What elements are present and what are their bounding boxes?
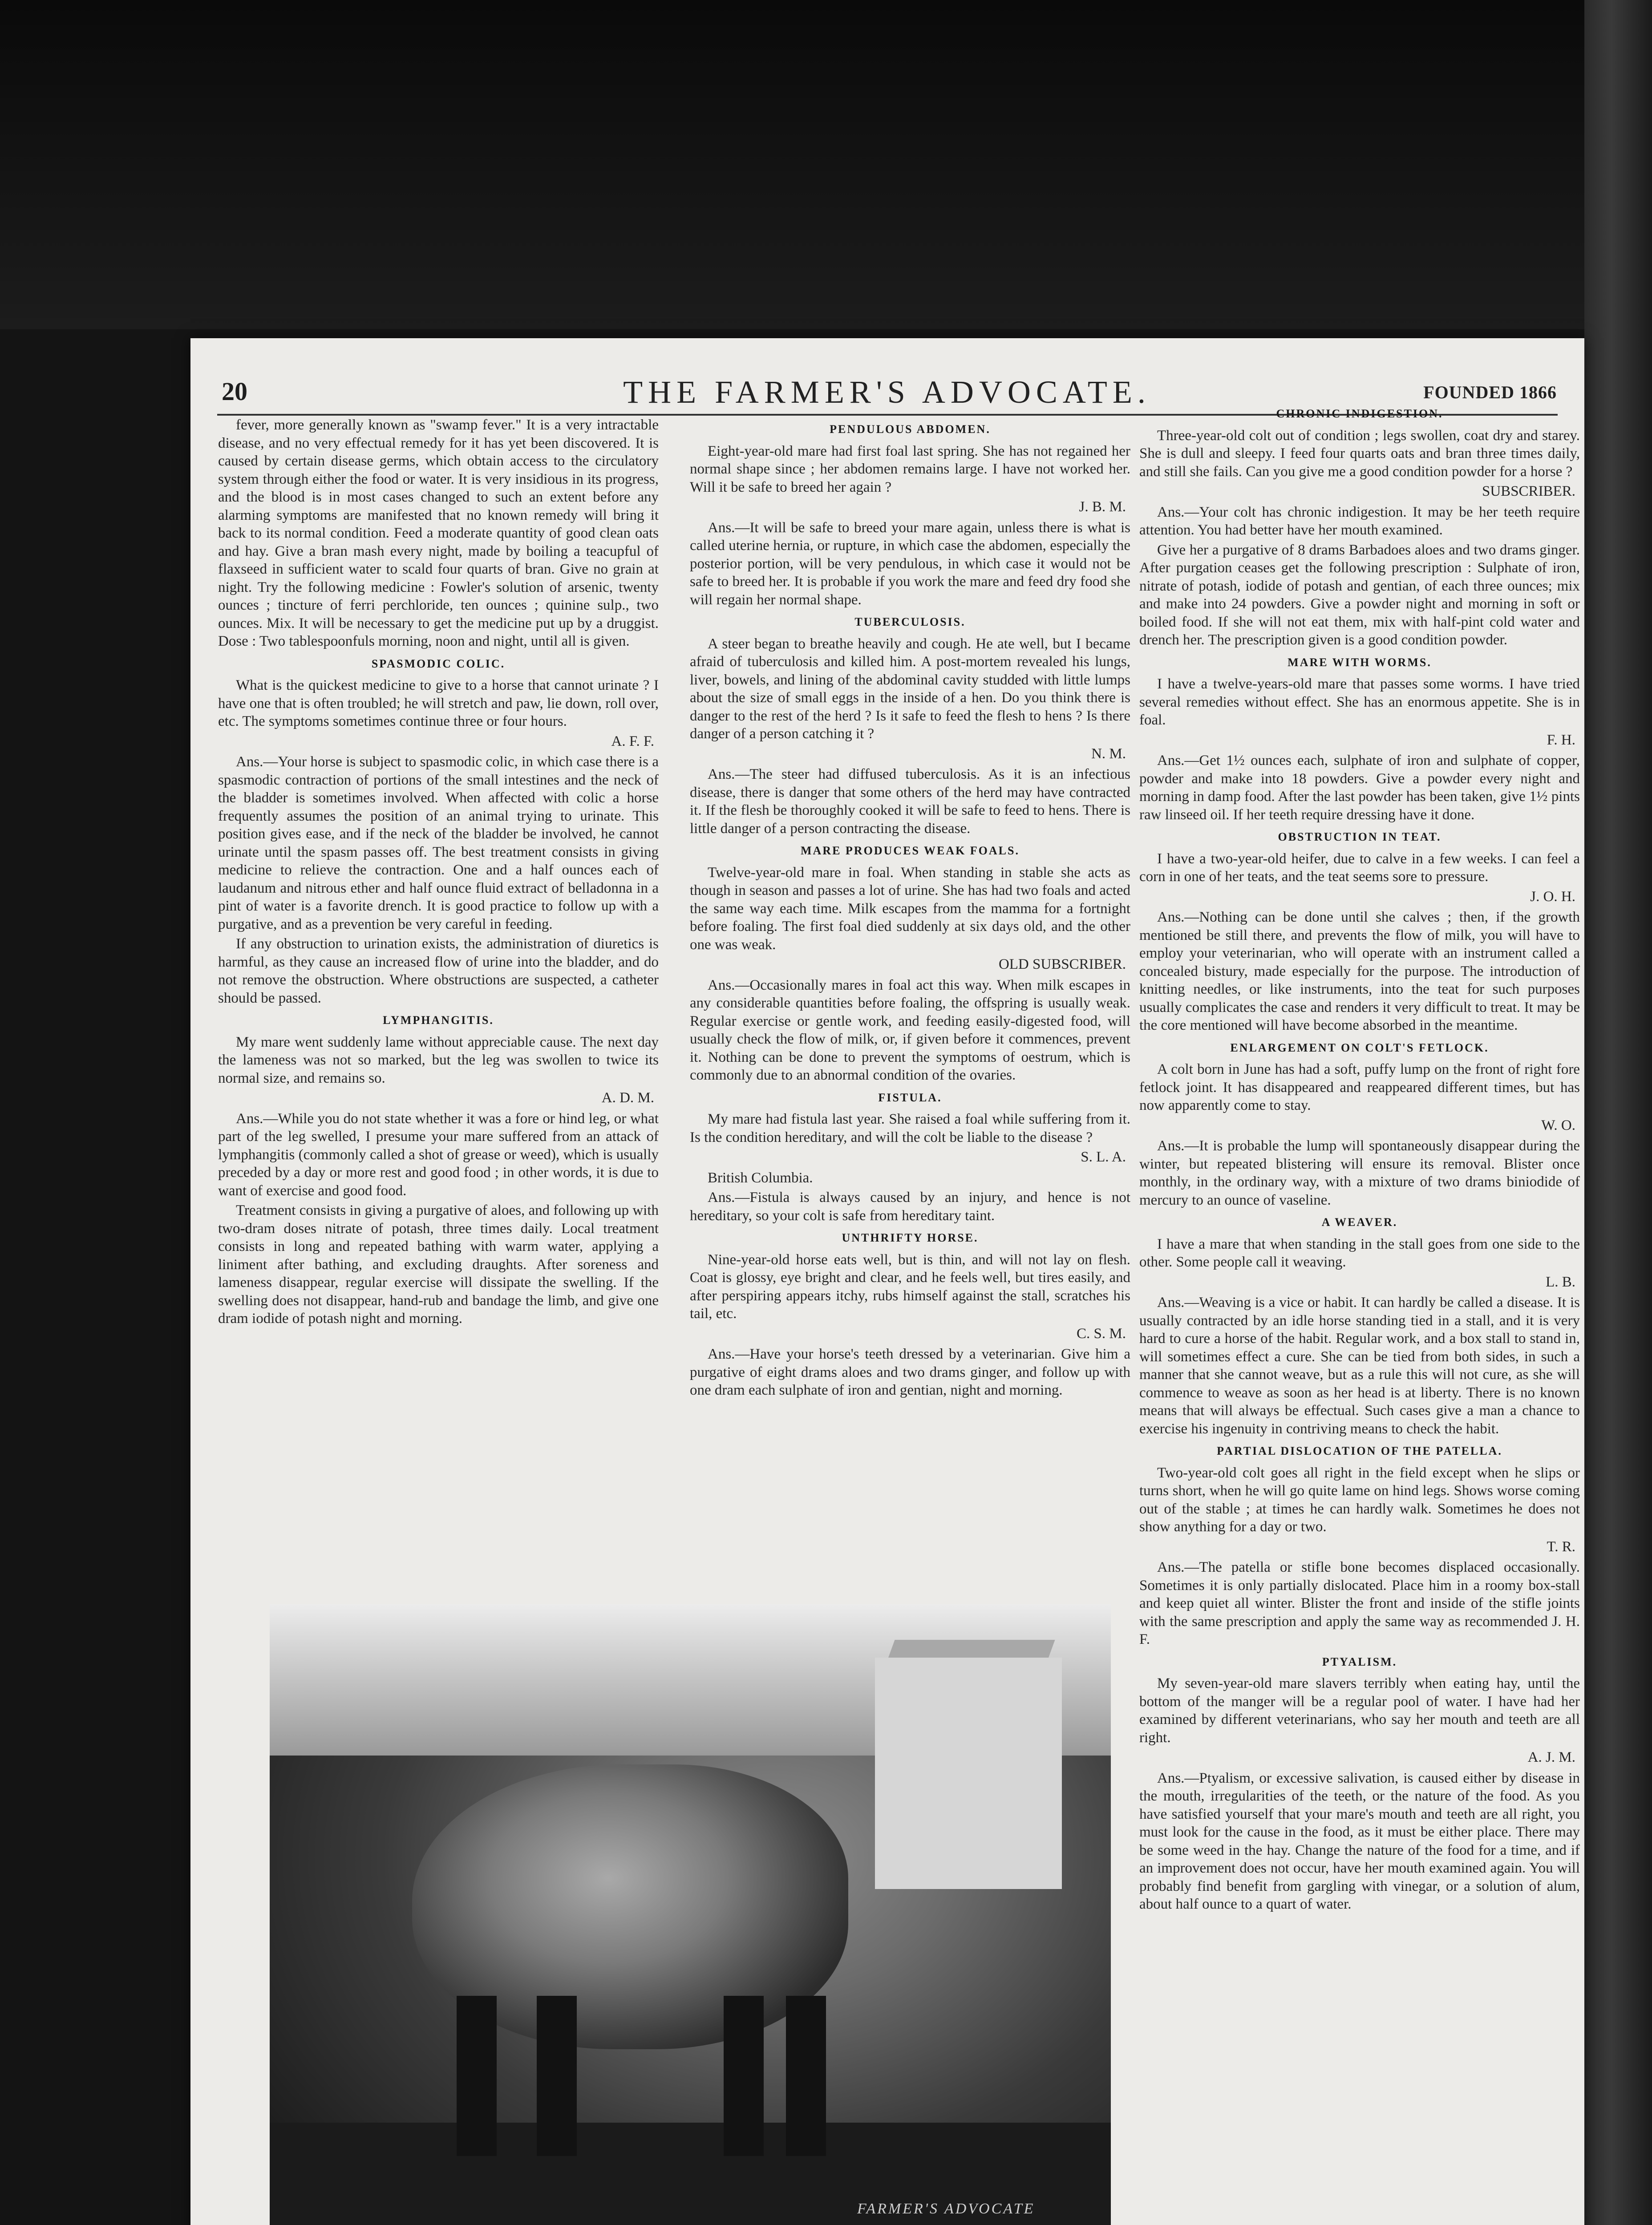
paragraph: A steer began to breathe heavily and cough. He ate well, but I became afraid of tuberculosis and killed him. A post-mortem revealed his lungs, liver, bowels, and lining of the abdominal cavity studded with little lumps about the size of small eggs in the inside of a hen. Do you think there is danger to the rest of the herd ? Is it safe to feed the flesh to hens ? Is there danger of a person catching it ? <box>690 635 1130 742</box>
section-heading: PENDULOUS ABDOMEN. <box>830 423 991 436</box>
signature: C. S. M. <box>1077 1325 1126 1342</box>
section-heading: MARE WITH WORMS. <box>1288 655 1432 669</box>
paragraph: Ans.—The patella or stifle bone becomes displaced occasionally. Sometimes it is only partially dislocated. Place him in a roomy box-stall and keep quiet all winter. Blister the front and inside of the stifle joints with the same prescription and apply the same way as recommended J. H. F. <box>1139 1559 1580 1647</box>
paragraph: Ans.—Fistula is always caused by an injury, and hence is not hereditary, so your colt is safe from hereditary taint. <box>690 1189 1130 1224</box>
masthead-title: THE FARMER'S ADVOCATE. <box>623 374 1151 410</box>
paragraph: British Columbia. <box>708 1169 813 1186</box>
scanner-edge <box>1584 0 1652 2225</box>
section-heading: PTYALISM. <box>1322 1655 1397 1668</box>
paragraph: Ans.—It will be safe to breed your mare again, unless there is what is called uterine hernia, or rupture, in which case the abdomen, especially the posterior portion, will be very pendulous, in which case it would not be safe to breed her. It is probable if you work the mare and feed dry food she will regain her normal shape. <box>690 519 1130 608</box>
paragraph: Two-year-old colt goes all right in the field except when he slips or turns short, when he will go quite lame on hind legs. Shows worse coming out of the stable ; at times he can hardly walk. Sometimes he does not show anything for a day or two. <box>1139 1464 1580 1535</box>
photo-watermark: FARMER'S ADVOCATE <box>857 2201 1035 2217</box>
paragraph: Ans.—Get 1½ ounces each, sulphate of iron and sulphate of copper, powder and make into 18 powders. Give a powder every night and morning in damp food. After the last powder has been taken, give 1½ pints raw linseed oil. If her teeth require dressing have it done. <box>1139 752 1580 823</box>
section-heading: OBSTRUCTION IN TEAT. <box>1278 830 1441 843</box>
section-heading: MARE PRODUCES WEAK FOALS. <box>800 844 1020 857</box>
photo-barn <box>875 1658 1062 1889</box>
photo-cow-leg <box>724 1996 764 2156</box>
scanner-background <box>0 0 1652 329</box>
signature: A. D. M. <box>601 1090 654 1106</box>
paragraph: Ans.—Your colt has chronic indigestion. It may be her teeth require attention. You had better have her mouth examined. <box>1139 504 1580 538</box>
page-number: 20 <box>222 377 247 406</box>
signature: N. M. <box>1091 745 1126 762</box>
column-right <box>1139 400 1580 1915</box>
column-middle <box>690 416 1130 1401</box>
paragraph: Ans.—The steer had diffused tuberculosis. As it is an infectious disease, there is danger that some others of the herd may have contracted it. If the flesh be thoroughly cooked it will be safe to feed to hens. There is little danger of a person contracting the disease. <box>690 766 1130 837</box>
photo-cow-leg <box>786 1996 826 2156</box>
paragraph: My mare went suddenly lame without appreciable cause. The next day the lameness was not so marked, but the leg was swollen to twice its normal size, and remains so. <box>218 1034 659 1086</box>
paragraph: What is the quickest medicine to give to a horse that cannot urinate ? I have one that is often troubled; he will stretch and paw, lie down, roll over, etc. The symptoms sometimes continue three or four hours. <box>218 677 659 729</box>
paragraph: A colt born in June has had a soft, puffy lump on the front of right fore fetlock joint. It has disappeared and reappeared different times, but has now apparently come to stay. <box>1139 1061 1580 1113</box>
paragraph: Give her a purgative of 8 drams Barbadoes aloes and two drams ginger. After purgation ceases get the following prescription : Sulphate of iron, nitrate of potash, iodide of potash and gentian, of each three ounces; mix and make into 24 powders. Give a powder night and morning in soft or boiled food. If she will not eat them, mix with half-pint cold water and drench her. The prescription given is a good condition powder. <box>1139 542 1580 648</box>
section-heading: FISTULA. <box>878 1091 942 1104</box>
section-heading: CHRONIC INDIGESTION. <box>1276 407 1443 420</box>
signature: L. B. <box>1546 1274 1575 1290</box>
paragraph: Ans.—Ptyalism, or excessive salivation, is caused either by disease in the mouth, irregularities of the teeth, or the nature of the food. As you have satisfied yourself that your mare's mouth and teeth are all right, you must look for the cause in the food, as it must be either place. There may be some weed in the hay. Change the nature of the food for a time, and if an improvement does not occur, have her mouth examined again. You will probably find benefit from gargling with vinegar, or a solution of alum, about half ounce to a quart of water. <box>1139 1770 1580 1912</box>
paragraph: Treatment consists in giving a purgative of aloes, and following up with two-dram doses nitrate of potash, three times daily. Local treatment consists in long and repeated bathing with warm water, applying a liniment after bathing, and excluding draughts. After soreness and lameness disappear, regular exercise will dissipate the swelling. If the swelling does not disappear, hand-rub and bandage the limb, and give one dram iodide of potash night and morning. <box>218 1202 659 1327</box>
signature: J. B. M. <box>1079 499 1126 515</box>
paragraph: fever, more generally known as "swamp fever." It is a very intractable disease, and no very effectual remedy for it has yet been discovered. It is caused by certain disease germs, which obtain access to the circulatory system through either the food or water. It is very insidious in its progress, and the blood is in most cases changed to such an extent before any alarming symptoms are manifested that no known remedy will bring it back to its normal condition. Feed a moderate quantity of good clean oats and hay. Give a bran mash every night, made by boiling a teacupful of flaxseed in sufficient water to scald four quarts of bran. Give no grain at night. Try the following medicine : Fowler's solution of arsenic, twenty ounces ; tincture of ferri perchloride, ten ounces ; quinine sulp., two ounces. Mix. It will be necessary to get the medicine put up by a druggist. Dose : Two tablespoonfuls morning, noon and night, until all is given. <box>218 417 659 649</box>
paragraph: Ans.—While you do not state whether it was a fore or hind leg, or what part of the leg swelled, I presume your mare suffered from an attack of lymphangitis (commonly called a shot of grease or weed), which is usually preceded by a day or more rest and good food ; in other words, it is due to want of exercise and good food. <box>218 1110 659 1199</box>
paragraph: I have a two-year-old heifer, due to calve in a few weeks. I can feel a corn in one of her teats, and the teat seems sore to pressure. <box>1139 850 1580 885</box>
section-heading: ENLARGEMENT ON COLT'S FETLOCK. <box>1230 1041 1489 1054</box>
signature: S. L. A. <box>1081 1149 1126 1165</box>
column-left <box>218 416 659 1330</box>
section-heading: UNTHRIFTY HORSE. <box>842 1231 979 1244</box>
section-heading: TUBERCULOSIS. <box>854 615 966 628</box>
paragraph: Ans.—Weaving is a vice or habit. It can hardly be called a disease. It is usually contracted by an idle horse standing tied in a stall, and it is very hard to cure a horse of the habit. Regular work, and a box stall to stand in, will sometimes effect a cure. She can be tied from both sides, in such a manner that she cannot weave, but as a rule this will not cure, as she will commence to weave as soon as her head is at liberty. There is no known means that will always be effectual. Such cases give a man a chance to exercise his ingenuity in contriving means to check the habit. <box>1139 1295 1580 1437</box>
photo-cow-leg <box>537 1996 577 2156</box>
paragraph: My mare had fistula last year. She raised a foal while suffering from it. Is the condition hereditary, and will the colt be liable to the disease ? <box>690 1111 1130 1145</box>
section-heading: SPASMODIC COLIC. <box>371 657 506 670</box>
paragraph: Eight-year-old mare had first foal last spring. She has not regained her normal shape since ; her abdomen remains large. I have not worked her. Will it be safe to breed her again ? <box>690 443 1130 495</box>
paragraph: Twelve-year-old mare in foal. When standing in stable she acts as though in season and passes a lot of urine. She has had two foals and acted the same way each time. Milk escapes from the mamma for a fortnight before foaling. The first foal died suddenly at six days old, and the other one was weak. <box>690 864 1130 953</box>
paragraph: I have a twelve-years-old mare that passes some worms. I have tried several remedies without effect. She has an enormous appetite. She is in foal. <box>1139 676 1580 728</box>
section-heading: PARTIAL DISLOCATION OF THE PATELLA. <box>1217 1444 1502 1457</box>
section-heading: LYMPHANGITIS. <box>383 1014 494 1027</box>
paragraph: My seven-year-old mare slavers terribly when eating hay, until the bottom of the manger will be a regular pool of water. I have had her examined by different veterinarians, who say her mouth and teeth are all right. <box>1139 1675 1580 1746</box>
paragraph: Ans.—Occasionally mares in foal act this way. When milk escapes in any considerable quantities before foaling, the offspring is usually weak. Regular exercise or gentle work, and feeding easily-digested food, will usually check the flow of milk, or, if given before it commences, prevent it. Nothing can be done to prevent the symptoms of oestrum, which is commonly due to an abnormal condition of the ovaries. <box>690 977 1130 1083</box>
signature: A. J. M. <box>1527 1749 1575 1765</box>
signature: OLD SUBSCRIBER. <box>998 956 1126 972</box>
paragraph: Ans.—Have your horse's teeth dressed by a veterinarian. Give him a purgative of eight drams aloes and two drams ginger, and follow up with one dram each sulphate of iron and gentian, night and morning. <box>690 1346 1130 1398</box>
signature: F. H. <box>1547 732 1575 748</box>
paragraph: Ans.—It is probable the lump will spontaneously disappear during the winter, but repeated blistering will ensure its removal. Blister once monthly, in the ordinary way, with a mixture of two drams biniodide of mercury to an ounce of vaseline. <box>1139 1138 1580 1208</box>
founded-label: FOUNDED 1866 <box>1423 382 1557 402</box>
paragraph: Nine-year-old horse eats well, but is thin, and will not lay on flesh. Coat is glossy, eye bright and clear, and he feels well, but tires easily, and after perspiring appears itchy, rubs himself against the stall, scratches his tail, etc. <box>690 1251 1130 1322</box>
newspaper-page <box>190 338 1584 2225</box>
signature: SUBSCRIBER. <box>1482 483 1575 499</box>
signature: W. O. <box>1541 1117 1575 1133</box>
paragraph: Three-year-old colt out of condition ; legs swollen, coat dry and starey. She is dull and sleepy. I feed four quarts oats and bran three times daily, and still she fails. Can you give me a good condition powder for a horse ? <box>1139 427 1580 480</box>
photo-cow-leg <box>457 1996 497 2156</box>
cow-photograph <box>270 1604 1111 2225</box>
signature: J. O. H. <box>1530 888 1575 905</box>
paragraph: Ans.—Nothing can be done until she calves ; then, if the growth mentioned be still there, and prevents the flow of milk, you will have to employ your veterinarian, who will operate with an instrument called a concealed bistury, made especially for the purpose. The introduction of knitting needles, or like instruments, into the teat for such purposes usually complicates the case and renders it very difficult to treat. It may be the core mentioned will have become absorbed in the meantime. <box>1139 909 1580 1033</box>
paragraph: I have a mare that when standing in the stall goes from one side to the other. Some people call it weaving. <box>1139 1236 1580 1270</box>
signature: T. R. <box>1547 1538 1575 1555</box>
signature: A. F. F. <box>611 733 654 749</box>
section-heading: A WEAVER. <box>1321 1216 1398 1229</box>
paragraph: Ans.—Your horse is subject to spasmodic colic, in which case there is a spasmodic contraction of portions of the small intestines and the neck of the bladder is sometimes involved. When affected with colic a horse frequently assumes the position of an animal trying to urinate. This position gives ease, and if the neck of the bladder be involved, he cannot urinate until the spasm passes off. The best treatment consists in giving medicine to relieve the contraction. One and a half ounces each of laudanum and nitrous ether and half ounce fluid extract of belladonna in a pint of water is a favorite drench. It is good practice to follow up with a purgative, and as a prevention be very careful in feeding. <box>218 754 659 932</box>
paragraph: If any obstruction to urination exists, the administration of diuretics is harmful, as they cause an increased flow of urine into the bladder, and do not remove the obstruction. Where obstructions are suspected, a catheter should be passed. <box>218 936 659 1006</box>
